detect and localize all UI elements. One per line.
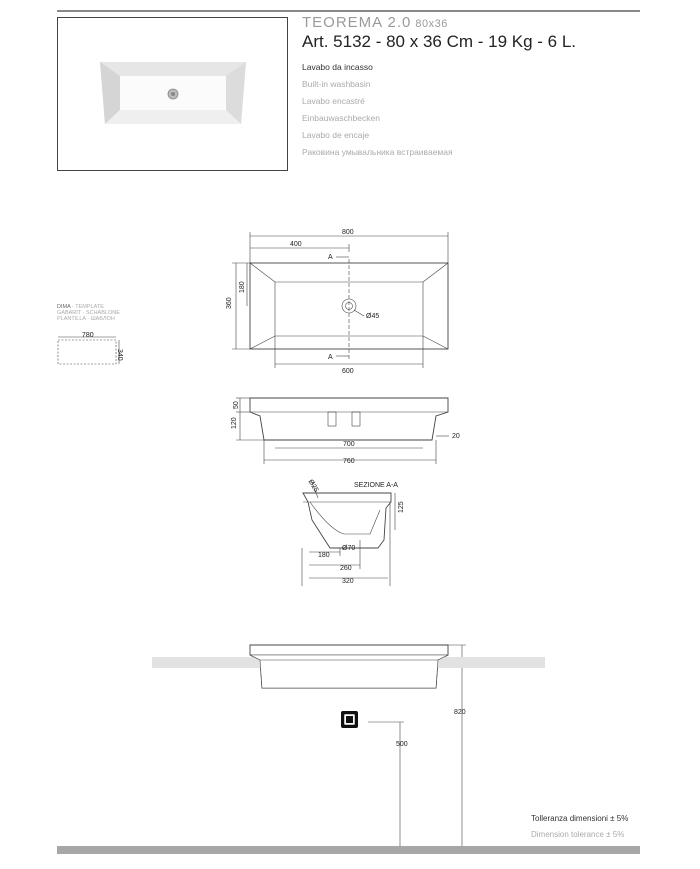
description-en: Built-in washbasin bbox=[302, 79, 371, 89]
article-line: Art. 5132 - 80 x 36 Cm - 19 Kg - 6 L. bbox=[302, 32, 577, 51]
dim-body: 120 bbox=[231, 417, 238, 429]
dim-depth: 360 bbox=[226, 297, 233, 309]
template-outline bbox=[58, 340, 116, 364]
section-profile bbox=[303, 493, 391, 548]
section-title: SEZIONE A-A bbox=[354, 482, 398, 489]
template-label: DIMA · TEMPLATE GABARIT · SCHABLONE PLANTILLA · ШАБЛОН bbox=[57, 304, 120, 322]
dim-half-depth: 180 bbox=[239, 281, 246, 293]
series-title: TEOREMA 2.0 80x36 bbox=[302, 14, 448, 31]
dim-drain: Ø45 bbox=[366, 313, 380, 320]
description-fr: Lavabo encastré bbox=[302, 96, 365, 106]
dim-drain-offset: 180 bbox=[318, 552, 330, 559]
description-ru: Раковина умывальника встраиваемая bbox=[302, 147, 453, 157]
dim-rim: 50 bbox=[233, 401, 240, 409]
dim-overflow: Ø25 bbox=[306, 478, 320, 494]
dim-drain-height: 500 bbox=[396, 741, 408, 748]
dim-section-outer: 320 bbox=[342, 578, 354, 585]
tolerance-it: Tolleranza dimensioni ± 5% bbox=[531, 814, 629, 823]
dim-section-depth: 125 bbox=[398, 501, 405, 513]
section-marker-bottom: A bbox=[328, 354, 333, 361]
tolerance-en: Dimension tolerance ± 5% bbox=[531, 830, 625, 839]
dim-half-width: 400 bbox=[290, 241, 302, 248]
dim-basin-width: 600 bbox=[342, 368, 354, 375]
template-depth: 340 bbox=[116, 349, 123, 361]
front-view-outline bbox=[250, 398, 448, 440]
description-it: Lavabo da incasso bbox=[302, 62, 373, 72]
dim-inner-width: 700 bbox=[343, 441, 355, 448]
dim-install-height: 820 bbox=[454, 709, 466, 716]
description-es: Lavabo de encaje bbox=[302, 130, 370, 140]
dim-side-offset: 20 bbox=[452, 433, 460, 440]
dim-bottom-width: 760 bbox=[343, 458, 355, 465]
dim-section-drain: Ø70 bbox=[342, 545, 356, 552]
dim-section-inner: 260 bbox=[340, 565, 352, 572]
template-width: 780 bbox=[82, 332, 94, 339]
floor-line bbox=[57, 846, 640, 854]
section-marker-top: A bbox=[328, 254, 333, 261]
description-de: Einbauwaschbecken bbox=[302, 113, 380, 123]
dim-total-width: 800 bbox=[342, 229, 354, 236]
